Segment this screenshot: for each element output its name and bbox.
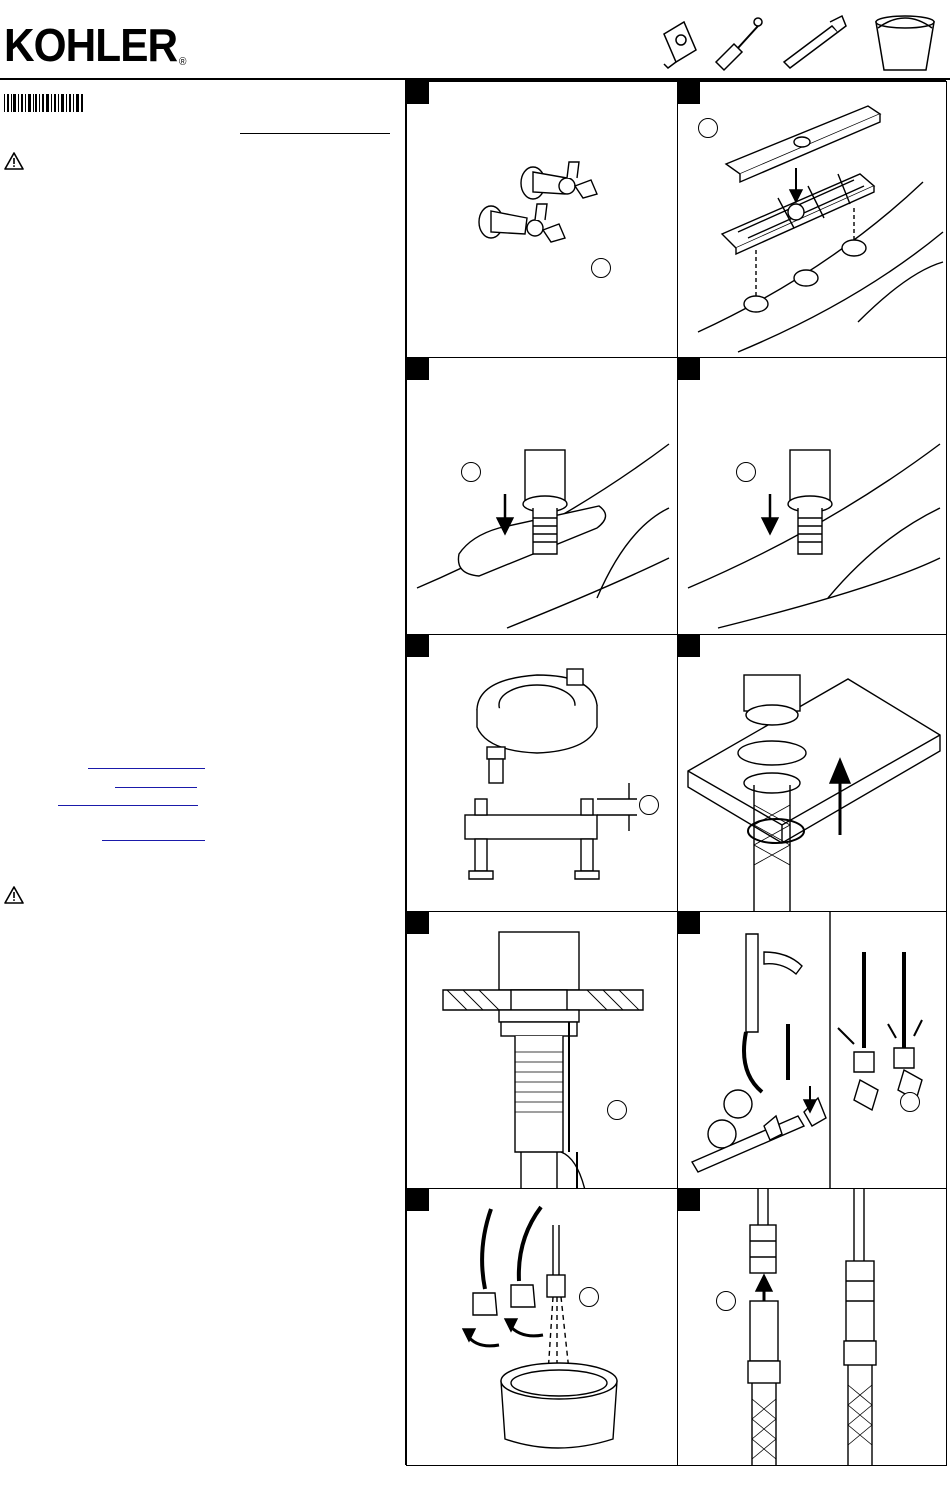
step-number-badge: [407, 912, 429, 934]
step-2-deckplate: [677, 81, 947, 358]
step-7-tighten-nut: [406, 911, 678, 1189]
callout-marker: [716, 1291, 736, 1311]
step-10-quick-connect: [677, 1188, 947, 1466]
warning-triangle-icon: [4, 886, 24, 904]
link-line-4[interactable]: [102, 840, 205, 841]
step-6-secure-underside: [677, 634, 947, 912]
step-8-connect-supplies: [677, 911, 947, 1189]
link-line-3[interactable]: [58, 805, 198, 806]
underline-link[interactable]: [240, 133, 390, 134]
callout-marker: [900, 1092, 920, 1112]
step-number-badge: [678, 358, 700, 380]
callout-marker: [607, 1100, 627, 1120]
link-line-2[interactable]: [115, 787, 197, 788]
step-number-badge: [407, 1189, 429, 1211]
barcode: [4, 94, 84, 112]
registered-mark: ®: [179, 56, 186, 68]
step-number-badge: [407, 82, 429, 104]
step-5-mounting-bracket: [406, 634, 678, 912]
callout-marker: [736, 462, 756, 482]
warning-triangle-icon: [4, 152, 24, 170]
step-number-badge: [678, 635, 700, 657]
step-1-supply-stops: [406, 81, 678, 358]
wrench-icon: [784, 16, 846, 68]
tape-measure-icon: [664, 22, 696, 68]
step-number-badge: [678, 1189, 700, 1211]
screwdriver-icon: [716, 18, 762, 70]
step-number-badge: [678, 82, 700, 104]
bucket-icon: [876, 16, 934, 70]
step-9-flush-lines: [406, 1188, 678, 1466]
step-number-badge: [407, 635, 429, 657]
callout-marker: [639, 795, 659, 815]
callout-marker: [591, 258, 611, 278]
kohler-logo: [4, 19, 186, 71]
callout-marker: [461, 462, 481, 482]
step-3-faucet-with-plate: [406, 357, 678, 635]
step-number-badge: [407, 358, 429, 380]
step-number-badge: [678, 912, 700, 934]
installation-steps-grid: [405, 80, 946, 1465]
callout-marker: [579, 1287, 599, 1307]
step-4-faucet-without-plate: [677, 357, 947, 635]
brand-name: KOHLER: [4, 19, 178, 71]
tools-required: [654, 4, 944, 74]
link-line-1[interactable]: [88, 768, 205, 769]
callout-marker: [698, 118, 718, 138]
